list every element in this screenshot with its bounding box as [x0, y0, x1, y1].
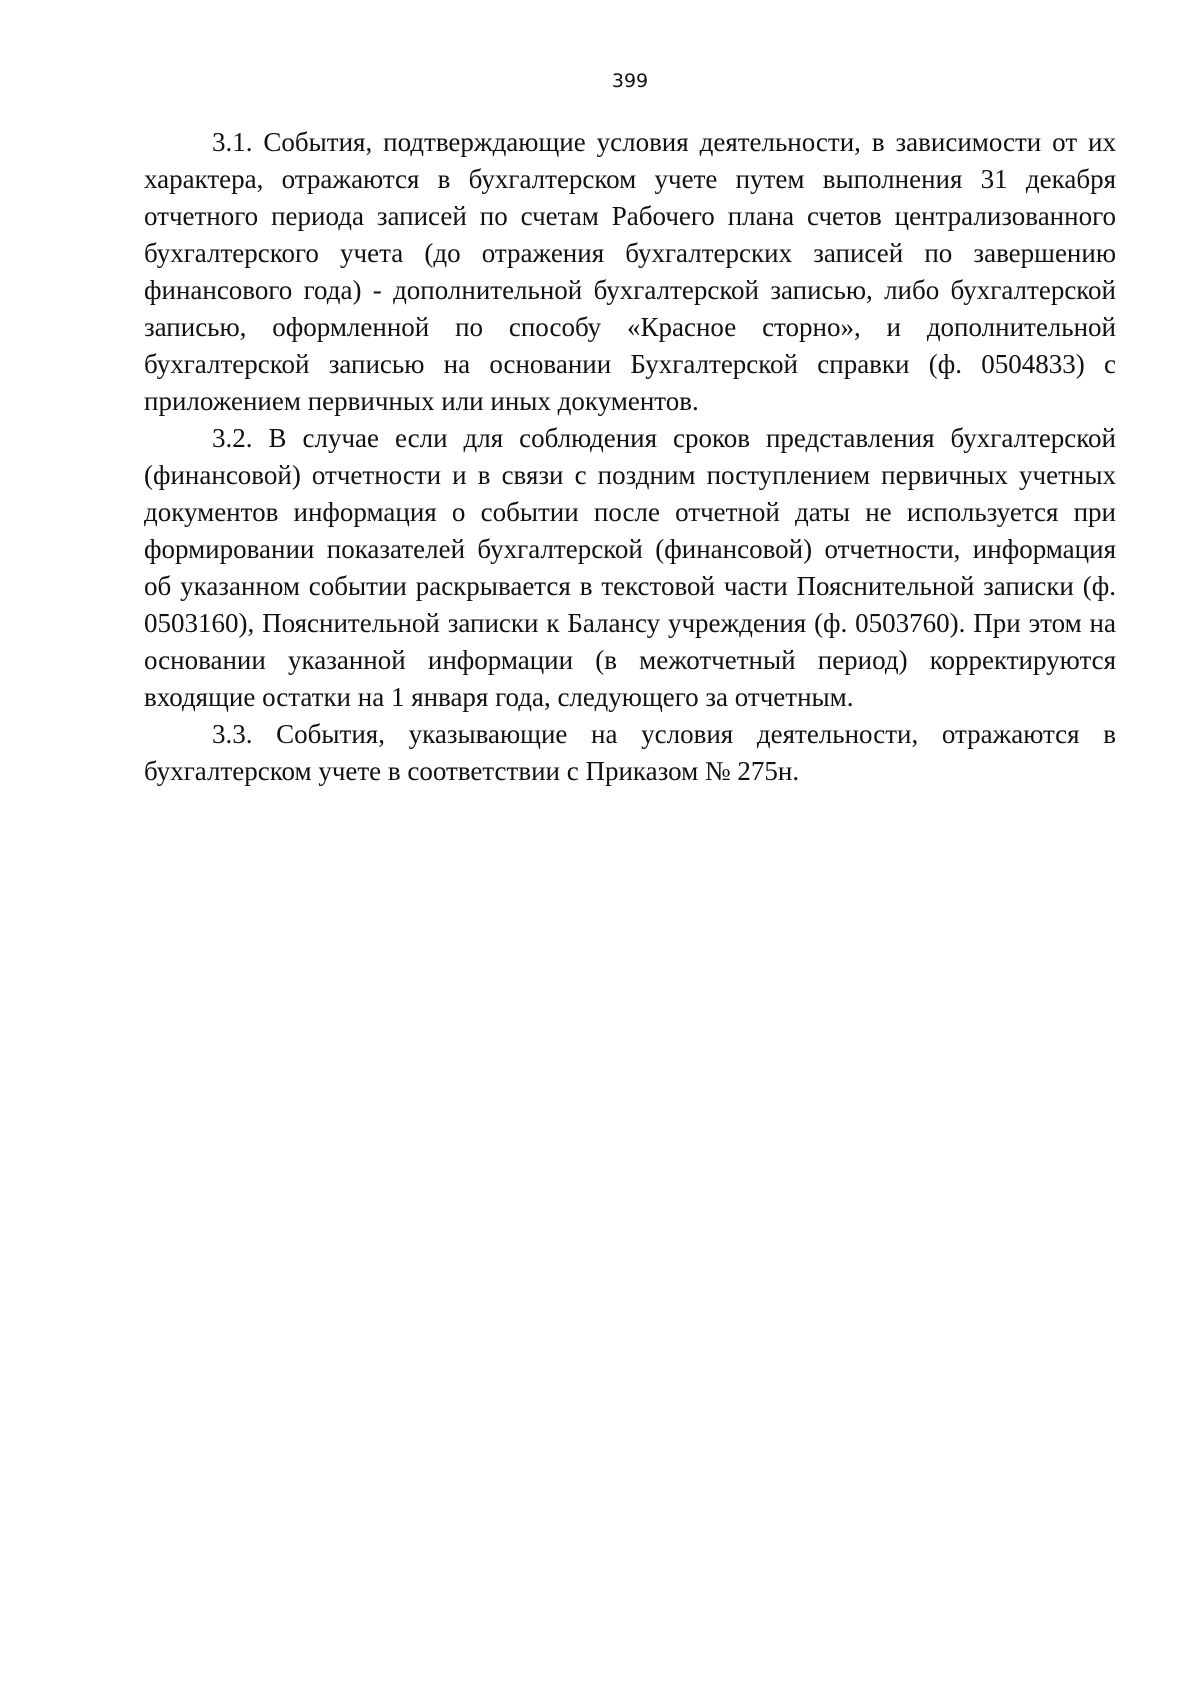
paragraph-3-3: 3.3. События, указывающие на условия деятельности, отражаются в бухгалтерском учете в соответствии с Приказом № 275н.	[144, 719, 1116, 786]
page-number: 399	[611, 70, 649, 92]
paragraph-3-2: 3.2. В случае если для соблюдения сроков представления бухгалтерской (финансовой) отчетности и в связи с поздним поступлением первичных учетных документов информация о событии после отчетной даты не используется при формировании показателей бухгалтерской (финансовой) отчетности, информация об указанном событии раскрывается в текстовой части Пояснительной записки (ф. 0503160), Пояснительной записки к Балансу учреждения (ф. 0503760). При этом на основании указанной информации (в межотчетный период) корректируются входящие остатки на 1 января года, следующего за отчетным.	[144, 423, 1116, 712]
body-text	[144, 124, 1116, 790]
paragraph-3-1: 3.1. События, подтверждающие условия деятельности, в зависимости от их характера, отражаются в бухгалтерском учете путем выполнения 31 декабря отчетного периода записей по счетам Рабочего плана счетов централизованного бухгалтерского учета (до отражения бухгалтерских записей по завершению финансового года) - дополнительной бухгалтерской записью, либо бухгалтерской записью, оформленной по способу «Красное сторно», и дополнительной бухгалтерской записью на основании Бухгалтерской справки (ф. 0504833) с приложением первичных или иных документов.	[144, 127, 1116, 416]
